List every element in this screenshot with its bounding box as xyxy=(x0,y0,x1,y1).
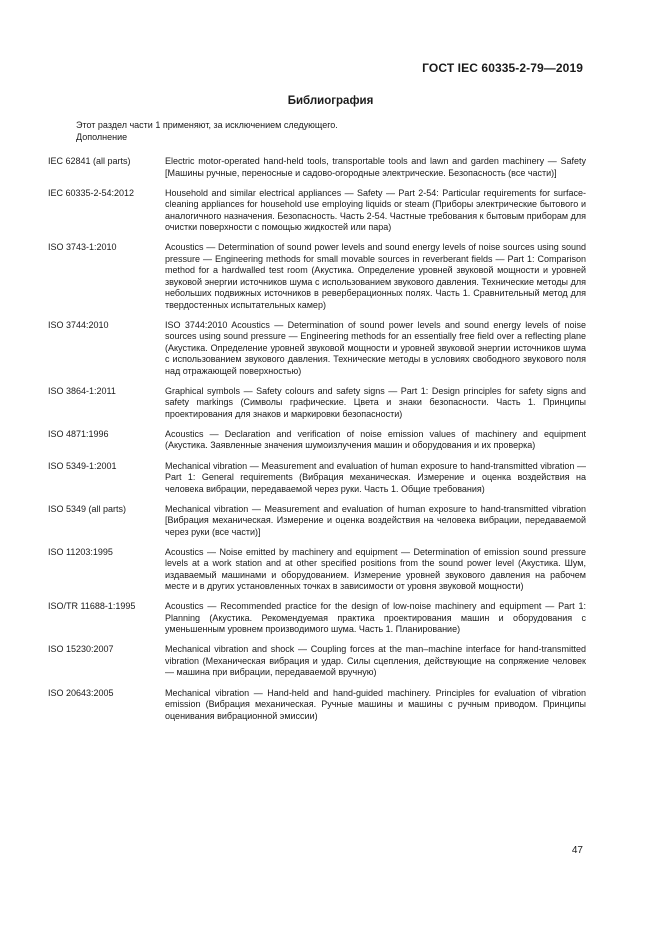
entry-code: ISO/TR 11688-1:1995 xyxy=(48,601,136,612)
entry-description: Mechanical vibration and shock — Coupling forces at the man–machine interface for hand-transmitted vibration (Механическая вибрация и удар. Силы сцепления, действующие на сопряжение человек — машина при вибрации, передаваемой вручную) xyxy=(165,644,586,678)
entry-code: IEC 62841 (all parts) xyxy=(48,156,131,166)
bibliography-entry xyxy=(48,429,586,452)
intro-line: Этот раздел части 1 применяют, за исключением следующего. xyxy=(76,120,338,130)
entry-description: Household and similar electrical appliances — Safety — Part 2-54: Particular requirements for surface-cleaning appliances for household use employing liquids or steam (Приборы электрические бытового и аналогичного назначения. Безопасность. Часть 2-54. Частные требования к бытовым приборам для очистки поверхности с помощью жидкостей или пара) xyxy=(165,187,586,233)
entry-description: Mechanical vibration — Measurement and evaluation of human exposure to hand-transmitted vibration [Вибрация механическая. Измерение и оценка воздействия на человека вибрации, передаваемой через руки (все части)] xyxy=(165,503,586,537)
bibliography-entry xyxy=(48,386,586,421)
entry-description: Mechanical vibration — Measurement and evaluation of human exposure to hand-transmitted vibration — Part 1: General requirements (Вибрация механическая. Измерение и оценка воздействия на человека вибрации, передаваемой через руки. Часть 1. Общие требования) xyxy=(165,460,586,494)
bibliography-entry xyxy=(48,688,586,723)
bibliography-list xyxy=(48,156,586,731)
intro-line: Дополнение xyxy=(76,131,128,142)
entry-description: Acoustics — Recommended practice for the design of low-noise machinery and equipment — Part 1: Planning (Акустика. Рекомендуемая практика проектирования машин и оборудования с уменьшенным уровнем производимого шума. Часть 1. Планирование) xyxy=(165,601,586,635)
bibliography-entry xyxy=(48,547,586,593)
page-title: Библиография xyxy=(287,95,374,107)
standard-code-header: ГОСТ IEC 60335-2-79—2019 xyxy=(422,61,583,75)
bibliography-entry xyxy=(48,188,586,234)
bibliography-entry xyxy=(48,242,586,311)
bibliography-entry xyxy=(48,644,586,679)
intro-paragraph xyxy=(76,120,596,143)
entry-description: Graphical symbols — Safety colours and safety signs — Part 1: Design principles for safety signs and safety markings (Символы графические. Цвета и знаки безопасности. Часть 1. Принципы проектирования для знаков и маркировки безопасности) xyxy=(165,385,586,419)
entry-code: ISO 3744:2010 xyxy=(48,319,109,330)
entry-code: ISO 4871:1996 xyxy=(48,428,109,439)
bibliography-entry xyxy=(48,156,586,179)
entry-description: ISO 3744:2010 Acoustics — Determination of sound power levels and sound energy levels of noise sources using sound pressure — Engineering methods for an essentially free field over a reflecting plane (Акустика. Определение уровней звуковой мощности и уровней звуковой энергии источников шума с использованием звукового давления. Технические методы в условиях свободного звукового поля над отражающей поверхностью) xyxy=(165,319,586,376)
entry-code: ISO 3864-1:2011 xyxy=(48,385,116,396)
entry-description: Mechanical vibration — Hand-held and hand-guided machinery. Principles for evaluation of vibration emission (Вибрация механическая. Ручные машины и машины с ручным приводом. Принципы оценивания вибрационной эмиссии) xyxy=(165,687,586,721)
entry-code: ISO 20643:2005 xyxy=(48,687,114,698)
page-number: 47 xyxy=(571,845,583,856)
bibliography-entry xyxy=(48,461,586,496)
bibliography-entry xyxy=(48,601,586,636)
entry-description: Acoustics — Determination of sound power levels and sound energy levels of noise sources using sound pressure — Engineering methods for small movable sources in reverberant fields — Part 1: Comparison method for a hardwalled test room (Акустика. Определение уровней звуковой мощности и уровней звуковой энергии источников шума с использованием звукового давления. Технические методы для небольших подвижных источников в реверберационных полях. Часть 1. Сравнительный метод для твердостенных испытательных камер) xyxy=(165,242,586,310)
entry-code: ISO 11203:1995 xyxy=(48,546,113,557)
entry-code: ISO 3743-1:2010 xyxy=(48,242,117,253)
entry-description: Electric motor-operated hand-held tools, transportable tools and lawn and garden machinery — Safety [Машины ручные, переносные и садово-огородные электрические. Безопасность (все части)] xyxy=(165,156,586,178)
entry-code: IEC 60335-2-54:2012 xyxy=(48,187,135,198)
entry-description: Acoustics — Noise emitted by machinery and equipment — Determination of emission sound pressure levels at a work station and at other specified positions from the sound power level (Акустика. Шум, издаваемый машинами и оборудованием. Измерение уровней звукового давления на рабочем месте и в других установленных точках в зависимости от уровня звуковой мощности) xyxy=(165,546,586,592)
entry-description: Acoustics — Declaration and verification of noise emission values of machinery and equipment (Акустика. Заявленные значения шумоизлучения машин и оборудования и их проверка) xyxy=(165,428,586,451)
entry-code: ISO 5349-1:2001 xyxy=(48,460,117,471)
entry-code: ISO 15230:2007 xyxy=(48,644,114,655)
bibliography-entry xyxy=(48,320,586,378)
bibliography-entry xyxy=(48,504,586,539)
entry-code: ISO 5349 (all parts) xyxy=(48,503,127,514)
